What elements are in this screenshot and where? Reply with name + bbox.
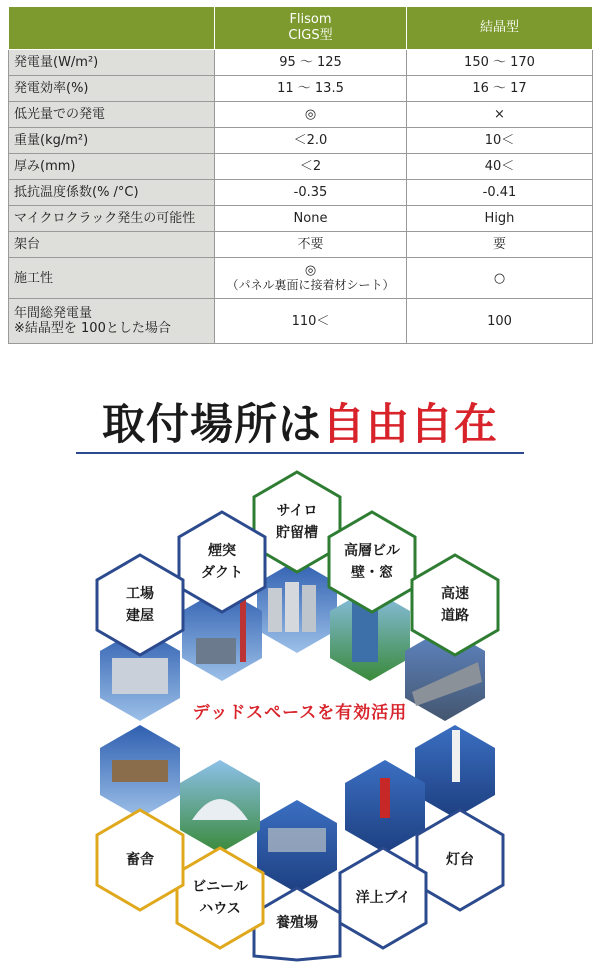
table-row: [9, 50, 593, 76]
hex-label-line2: 貯留槽: [276, 525, 318, 541]
heading-black-text: 取付場所は: [102, 400, 322, 450]
hex-label-highrise: [322, 540, 422, 584]
flisom-value: 11 〜 13.5: [215, 76, 407, 102]
hex-label-line2: 建屋: [126, 608, 154, 624]
row-label: 厚み(mm): [9, 154, 215, 180]
hex-label-line1: 洋上ブイ: [355, 890, 411, 906]
crystal-value: 40＜: [407, 154, 593, 180]
factory-shape: [112, 658, 168, 694]
hex-label-line1: 灯台: [446, 852, 474, 868]
hex-label-line2: ダクト: [201, 565, 243, 581]
hex-label-line1: 養殖場: [276, 915, 318, 931]
table-row: [9, 258, 593, 299]
hex-label-line1: ビニール: [192, 879, 248, 895]
row-label: 抵抗温度係数(% /°C): [9, 180, 215, 206]
crystal-value: -0.41: [407, 180, 593, 206]
silo-shapes: [302, 585, 316, 632]
row-label: 架台: [9, 232, 215, 258]
lighthouse-shape: [452, 730, 460, 782]
silo-shapes: [285, 582, 299, 632]
table-row: [9, 154, 593, 180]
crystal-value: 16 〜 17: [407, 76, 593, 102]
hex-label-line2: ハウス: [199, 901, 241, 917]
flisom-value: 110＜: [215, 299, 407, 344]
flisom-value: ＜2.0: [215, 128, 407, 154]
crystal-value: 100: [407, 299, 593, 344]
crystal-value: High: [407, 206, 593, 232]
crystal-value: 150 〜 170: [407, 50, 593, 76]
table-row: [9, 128, 593, 154]
barn-shape: [112, 760, 168, 782]
hex-label-chimney: [172, 540, 272, 584]
hex-label-line2: 壁・窓: [351, 565, 393, 581]
hex-label-line1: 高層ビル: [344, 543, 400, 559]
plant-shape: [196, 638, 236, 664]
row-label: 低光量での発電: [9, 102, 215, 128]
center-slogan: デッドスペースを有効活用: [192, 703, 408, 723]
table-row: [9, 232, 593, 258]
flisom-value: 不要: [215, 232, 407, 258]
installation-locations-graphic: [0, 460, 600, 962]
heading-underline: [76, 452, 524, 454]
hex-label-line1: 工場: [126, 586, 154, 602]
fish-farm-shape: [268, 828, 326, 852]
header-blank: [9, 7, 215, 50]
table-row: [9, 206, 593, 232]
hex-label-line1: サイロ: [276, 503, 318, 519]
crystal-value: 要: [407, 232, 593, 258]
flisom-value: -0.35: [215, 180, 407, 206]
hex-label-aquaculture: [247, 912, 347, 934]
header-flisom-line2: CIGS型: [288, 28, 333, 43]
table-row: [9, 299, 593, 344]
header-flisom: [215, 7, 407, 50]
hex-label-lighthouse: [410, 849, 510, 871]
comparison-table: [8, 6, 593, 344]
flisom-value: None: [215, 206, 407, 232]
hex-label-line1: 畜舎: [126, 852, 154, 868]
crystal-value: ×: [407, 102, 593, 128]
hex-label-line2: 道路: [441, 608, 469, 624]
row-label: 重量(kg/m²): [9, 128, 215, 154]
hex-label-line1: 煙突: [208, 543, 236, 559]
crystal-value: 10＜: [407, 128, 593, 154]
row-label: 発電効率(%): [9, 76, 215, 102]
table-header-row: [9, 7, 593, 50]
row-label: 発電量(W/m²): [9, 50, 215, 76]
table-row: [9, 180, 593, 206]
crystal-value: ○: [407, 258, 593, 299]
flisom-value: ＜2: [215, 154, 407, 180]
hex-label-highway: [405, 583, 505, 627]
chimney-shape: [240, 600, 246, 662]
table-row: [9, 102, 593, 128]
header-crystal: 結晶型: [407, 7, 593, 50]
row-label-main: 年間総発電量: [14, 306, 93, 321]
buoy-shape: [380, 778, 390, 818]
row-label: マイクロクラック発生の可能性: [9, 206, 215, 232]
header-flisom-line1: Flisom: [289, 12, 332, 27]
section-heading: [0, 400, 600, 450]
heading-red-text: 自由自在: [322, 400, 498, 450]
silo-shapes: [268, 588, 282, 632]
flisom-value: [215, 258, 407, 299]
hex-label-line1: 高速: [441, 586, 469, 602]
hex-label-livestock: [90, 849, 190, 871]
hex-label-buoy: [333, 887, 433, 909]
flisom-value-note: （パネル裏面に接着材シート）: [226, 278, 395, 292]
hex-label-silo: [247, 500, 347, 544]
hex-label-factory: [90, 583, 190, 627]
flisom-value-symbol: ◎: [304, 263, 317, 278]
row-label: [9, 299, 215, 344]
table-row: [9, 76, 593, 102]
flisom-value: ◎: [215, 102, 407, 128]
row-label: 施工性: [9, 258, 215, 299]
flisom-value: 95 〜 125: [215, 50, 407, 76]
row-label-note: ※結晶型を 100とした場合: [14, 321, 171, 336]
